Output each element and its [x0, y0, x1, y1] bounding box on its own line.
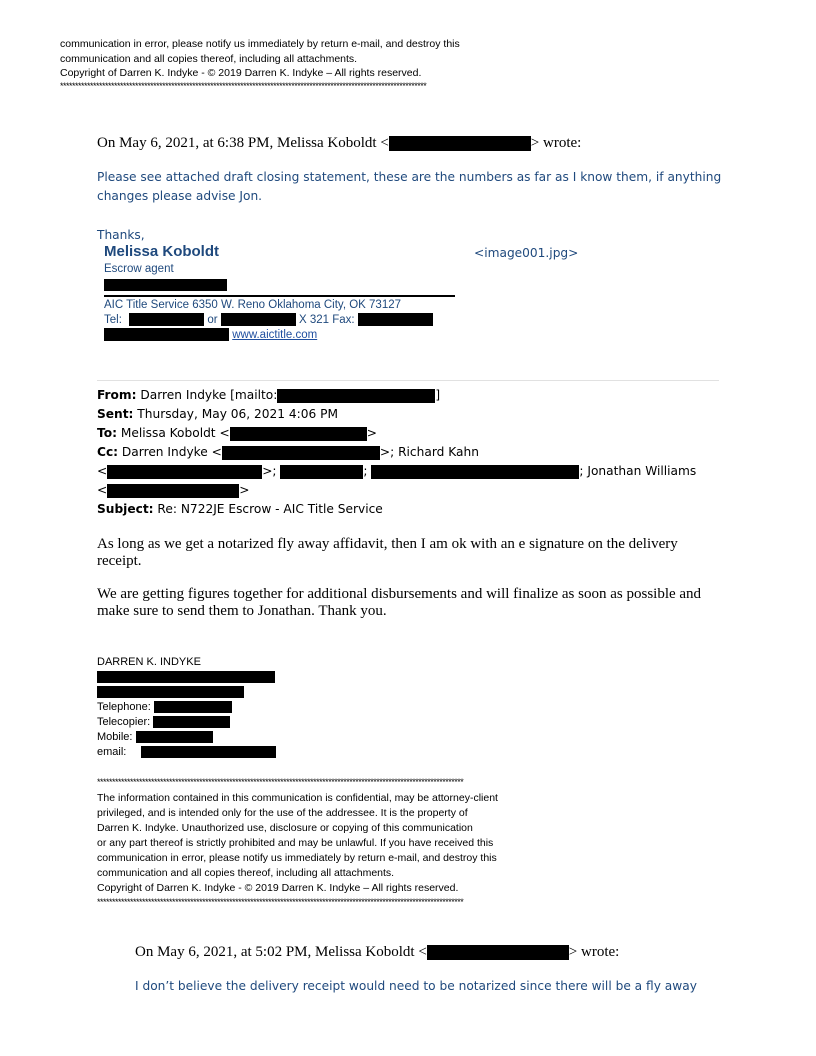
redacted-block	[230, 427, 367, 441]
para-line: make sure to send them to Jonathan. Thank you.	[97, 603, 387, 619]
redacted-block	[141, 746, 276, 758]
disclaimer-line: Copyright of Darren K. Indyke - © 2019 Darren K. Indyke – All rights reserved.	[97, 882, 459, 894]
cc-label: Cc:	[97, 445, 119, 459]
cc-value: Darren Indyke <	[121, 445, 222, 459]
redacted-block	[371, 465, 579, 479]
email1-thanks: Thanks,	[97, 228, 145, 242]
email-row	[97, 745, 276, 760]
to-label: To:	[97, 426, 117, 440]
sent-label: Sent:	[97, 407, 134, 421]
redacted-block	[104, 279, 227, 291]
disclaimer-line: Darren K. Indyke. Unauthorized use, disclosure or copying of this communication	[97, 822, 473, 834]
email1-body	[97, 168, 721, 206]
email-separator	[97, 380, 719, 381]
from-close: ]	[435, 388, 441, 402]
disclaimer-stars: **************************************************************************************************************************	[97, 897, 464, 907]
email2-para1	[97, 536, 678, 570]
redacted-block	[104, 328, 229, 341]
para-line: We are getting figures together for additional disbursements and will finalize as soon as possible and	[97, 586, 702, 602]
telecopier-row	[97, 715, 276, 730]
disclaimer-line: The information contained in this communication is confidential, may be attorney-client	[97, 792, 498, 804]
ext-fax-label: X 321 Fax:	[298, 314, 355, 326]
redacted-block	[136, 731, 213, 743]
email1-wrote-line	[97, 135, 581, 152]
subject-row	[97, 500, 696, 519]
cc-jw: ; Jonathan Williams	[579, 464, 697, 478]
disclaimer-line: Copyright of Darren K. Indyke - © 2019 Darren K. Indyke – All rights reserved.	[60, 67, 422, 79]
redacted-block	[280, 465, 363, 479]
disclaimer-stars: **************************************************************************************************************************	[97, 777, 464, 787]
from-label: From:	[97, 388, 137, 402]
para-line: As long as we get a notarized fly away affidavit, then I am ok with an e signature on the delivery	[97, 536, 678, 552]
mobile-row	[97, 730, 276, 745]
disclaimer-line: or any part thereof is strictly prohibited and may be unlawful. If you have received this	[97, 837, 494, 849]
wrote-prefix: On May 6, 2021, at 6:38 PM, Melissa Koboldt <	[97, 135, 389, 151]
email-label: email:	[97, 746, 127, 758]
or-label: or	[207, 314, 218, 326]
top-disclaimer	[60, 37, 515, 91]
sig2-name: DARREN K. INDYKE	[97, 656, 201, 668]
cc-open: <	[97, 464, 108, 478]
redacted-block	[129, 313, 204, 326]
redacted-block	[97, 686, 244, 698]
to-value: Melissa Koboldt <	[120, 426, 230, 440]
cc-row	[97, 443, 696, 462]
sent-row	[97, 405, 696, 424]
tel-line	[104, 312, 433, 328]
email2-headers	[97, 386, 696, 519]
redacted-block	[389, 136, 531, 151]
cc-sep: >;	[262, 464, 277, 478]
redacted-block	[222, 446, 380, 460]
cc-open: <	[97, 483, 108, 497]
email2-signature	[97, 655, 276, 760]
company-line: AIC Title Service 6350 W. Reno Oklahoma City, OK 73127	[104, 299, 402, 311]
website-link[interactable]: www.aictitle.com	[232, 329, 318, 341]
disclaimer-line: communication and all copies thereof, including all attachments.	[97, 867, 395, 879]
subject-label: Subject:	[97, 502, 154, 516]
to-row	[97, 424, 696, 443]
redacted-block	[277, 389, 435, 403]
telecopier-label: Telecopier:	[97, 716, 151, 728]
cc-row-2	[97, 462, 696, 481]
sig-name: Melissa Koboldt	[104, 243, 220, 260]
sig-title: Escrow agent	[104, 263, 174, 275]
redacted-block	[427, 945, 569, 960]
redacted-block	[221, 313, 296, 326]
email2-disclaimer	[97, 791, 498, 896]
disclaimer-stars: **************************************************************************************************************************	[60, 80, 427, 91]
tel-label: Tel:	[104, 314, 122, 326]
telephone-label: Telephone:	[97, 701, 151, 713]
disclaimer-line: communication and all copies thereof, including all attachments.	[60, 52, 358, 65]
attachment-link[interactable]: <image001.jpg>	[474, 246, 579, 260]
wrote-suffix: > wrote:	[568, 944, 620, 960]
sent-value: Thursday, May 06, 2021 4:06 PM	[137, 407, 339, 421]
cc-row-3	[97, 481, 696, 500]
redacted-block	[153, 716, 230, 728]
redacted-block	[97, 671, 275, 683]
disclaimer-line: communication in error, please notify us immediately by return e-mail, and destroy this	[97, 852, 497, 864]
website-line	[104, 327, 317, 343]
cc-mid: >; Richard Kahn	[379, 445, 479, 459]
disclaimer-line: communication in error, please notify us immediately by return e-mail, and destroy this	[60, 38, 460, 50]
redacted-block	[107, 484, 239, 498]
redacted-block	[358, 313, 433, 326]
redacted-block	[154, 701, 232, 713]
cc-sep: ;	[363, 464, 368, 478]
wrote-prefix: On May 6, 2021, at 5:02 PM, Melissa Koboldt <	[135, 944, 427, 960]
telephone-row	[97, 700, 276, 715]
from-value: Darren Indyke [mailto:	[140, 388, 278, 402]
wrote-suffix: > wrote:	[530, 135, 582, 151]
body-line: Please see attached draft closing statement, these are the numbers as far as I know them, if anything	[97, 170, 722, 184]
from-row	[97, 386, 696, 405]
mobile-label: Mobile:	[97, 731, 133, 743]
email3-wrote-line	[135, 944, 619, 961]
disclaimer-line: privileged, and is intended only for the use of the addressee. It is the property of	[97, 807, 468, 819]
cc-close: >	[239, 483, 250, 497]
body-line: changes please advise Jon.	[97, 189, 263, 203]
email2-para2	[97, 586, 701, 620]
subject-value: Re: N722JE Escrow - AIC Title Service	[157, 502, 383, 516]
email3-body: I don’t believe the delivery receipt would need to be notarized since there will be a fly away	[135, 979, 697, 993]
to-close: >	[366, 426, 377, 440]
para-line: receipt.	[97, 553, 142, 569]
redacted-block	[107, 465, 262, 479]
